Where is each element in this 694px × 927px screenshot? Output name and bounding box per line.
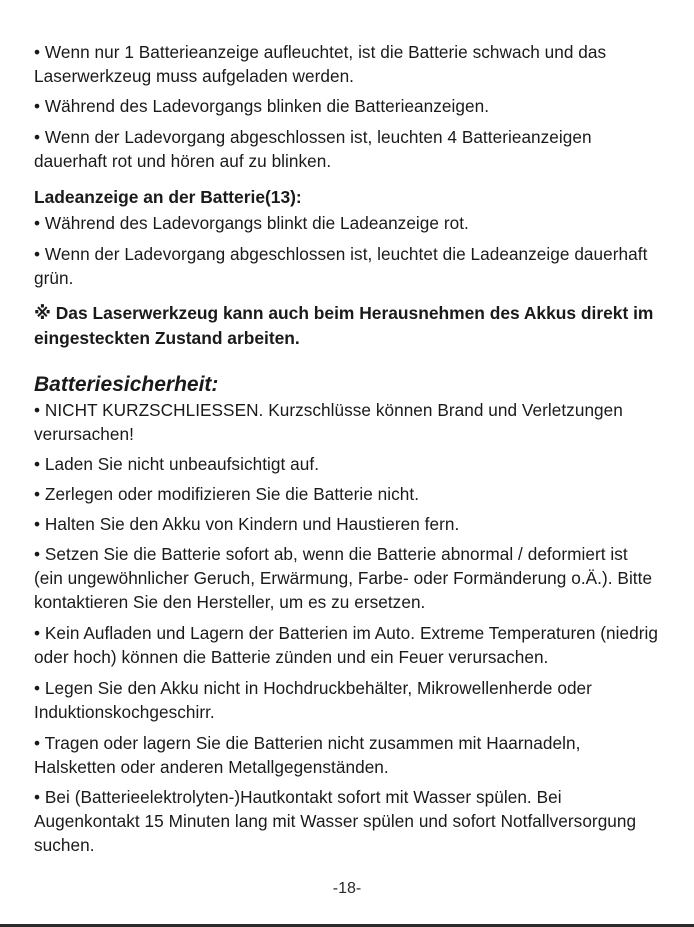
safety-item-short-circuit: • NICHT KURZSCHLIESSEN. Kurzschlüsse können Brand und Verletzungen verursachen! [34, 400, 623, 444]
safety-item-car: • Kein Aufladen und Lagern der Batterien im Auto. Extreme Temperaturen (niedrig oder hoch) können die Batterie zünden und ein Feuer verursachen. [34, 623, 658, 667]
charge-indicator-item-green: • Wenn der Ladevorgang abgeschlossen ist, leuchtet die Ladeanzeige dauerhaft grün. [34, 244, 648, 288]
safety-item-contact: • Bei (Batterieelektrolyten-)Hautkontakt sofort mit Wasser spülen. Bei Augenkontakt 15 Minuten lang mit Wasser spülen und sofort Notfallversorgung suchen. [34, 787, 637, 855]
charge-indicator-heading: Ladeanzeige an der Batterie(13): [34, 187, 302, 207]
safety-item-disassemble: • Zerlegen oder modifizieren Sie die Batterie nicht. [34, 484, 420, 504]
manual-page-content [34, 40, 660, 863]
note-battery-operation: ※ Das Laserwerkzeug kann auch beim Herausnehmen des Akkus direkt im eingesteckten Zustand arbeiten. [34, 303, 654, 348]
safety-item-abnormal: • Setzen Sie die Batterie sofort ab, wenn die Batterie abnormal / deformiert ist (ein ungewöhnlicher Geruch, Erwärmung, Farbe- oder Formänderung o.Ä.). Bitte kontaktieren Sie den Hersteller, um es zu ersetzen. [34, 544, 653, 612]
safety-item-pressure-microwave: • Legen Sie den Akku nicht in Hochdruckbehälter, Mikrowellenherde oder Induktionskochgeschirr. [34, 678, 592, 722]
paragraph-charging-blink: • Während des Ladevorgangs blinken die Batterieanzeigen. [34, 96, 490, 116]
safety-item-children-pets: • Halten Sie den Akku von Kindern und Haustieren fern. [34, 514, 460, 534]
battery-safety-title: Batteriesicherheit: [34, 373, 219, 396]
page-number: -18- [332, 880, 362, 897]
paragraph-charging-complete: • Wenn der Ladevorgang abgeschlossen ist, leuchten 4 Batterieanzeigen dauerhaft rot und hören auf zu blinken. [34, 127, 592, 171]
safety-item-metal-objects: • Tragen oder lagern Sie die Batterien nicht zusammen mit Haarnadeln, Halsketten oder anderen Metallgegenständen. [34, 733, 581, 777]
charge-indicator-item-blink: • Während des Ladevorgangs blinkt die Ladeanzeige rot. [34, 213, 469, 233]
paragraph-low-battery: • Wenn nur 1 Batterieanzeige aufleuchtet, ist die Batterie schwach und das Laserwerkzeug muss aufgeladen werden. [34, 42, 607, 86]
safety-item-unattended: • Laden Sie nicht unbeaufsichtigt auf. [34, 454, 320, 474]
